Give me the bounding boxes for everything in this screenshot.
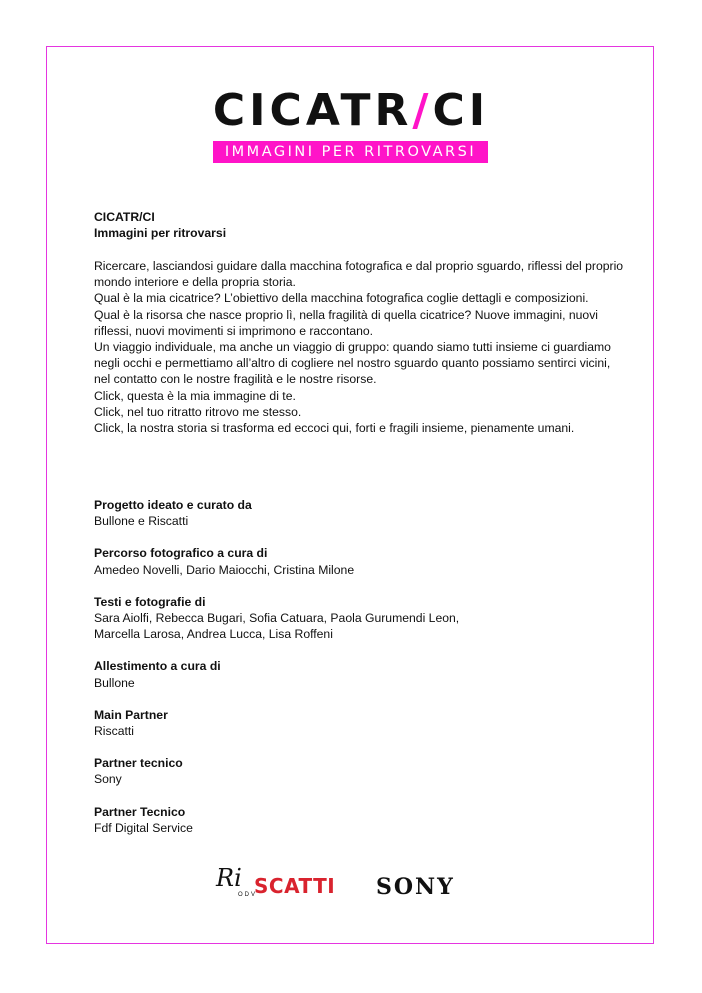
intro-paragraph: Ricercare, lasciandosi guidare dalla macchina fotografica e dal proprio sguardo, riflessi del proprio mondo interiore e della propria storia. <box>94 259 624 290</box>
credit-value-line2: Marcella Larosa, Andrea Lucca, Lisa Roffeni <box>94 627 333 642</box>
credit-value: Sara Aiolfi, Rebecca Bugari, Sofia Catuara, Paola Gurumendi Leon, <box>94 611 460 626</box>
sony-logo: SONY <box>376 874 455 900</box>
credit-value: Bullone <box>94 675 135 690</box>
exhibition-logo <box>0 86 702 136</box>
credit-value: Riscatti <box>94 724 134 739</box>
logo-text-part2: CI <box>432 85 490 136</box>
intro-paragraph: Qual è la risorsa che nasce proprio lì, nella fragilità di quella cicatrice? Nuove immagini, nuovi riflessi, nuovi movimenti si imprimono e raccontano. <box>94 307 598 338</box>
logo-tagline: IMMAGINI PER RITROVARSI <box>213 141 488 163</box>
document-subtitle: Immagini per ritrovarsi <box>94 226 227 241</box>
credit-value: Fdf Digital Service <box>94 820 193 835</box>
document-heading <box>94 209 624 241</box>
document-title: CICATR/CI <box>94 210 155 224</box>
credit-label: Progetto ideato e curato da <box>94 498 252 512</box>
credit-value: Sony <box>94 772 122 787</box>
riscatti-logo-script: Ri <box>216 864 242 892</box>
credit-item <box>94 707 614 739</box>
partner-logos <box>210 862 500 902</box>
intro-text <box>94 258 624 436</box>
intro-paragraph: Qual è la mia cicatrice? L’obiettivo della macchina fotografica coglie dettagli e composizioni. <box>94 291 589 306</box>
credit-item <box>94 658 614 690</box>
credit-label: Percorso fotografico a cura di <box>94 546 268 561</box>
credit-item <box>94 804 614 836</box>
credit-item <box>94 755 614 787</box>
intro-paragraph: Click, la nostra storia si trasforma ed eccoci qui, forti e fragili insieme, pienamente umani. <box>94 421 575 436</box>
credit-item <box>94 497 614 529</box>
credits-list <box>94 497 614 852</box>
credit-item <box>94 545 614 577</box>
credit-label: Partner tecnico <box>94 756 183 771</box>
logo-slash: / <box>412 85 433 136</box>
credit-label: Testi e fotografie di <box>94 594 206 609</box>
intro-paragraph: Un viaggio individuale, ma anche un viaggio di gruppo: quando siamo tutti insieme ci guardiamo negli occhi e permettiamo all’altro di cogliere nel nostro sguardo quanto possiamo sentirci vicini, nel contatto con le nostre fragilità e le nostre risorse. <box>94 340 611 387</box>
credit-label: Allestimento a cura di <box>94 659 221 674</box>
riscatti-logo-wordmark: SCATTI <box>254 874 336 898</box>
intro-paragraph: Click, nel tuo ritratto ritrovo me stesso. <box>94 404 302 419</box>
logo-text-part1: CICATR <box>212 85 413 136</box>
riscatti-logo <box>210 862 350 902</box>
credit-label: Partner Tecnico <box>94 804 186 819</box>
credit-value: Bullone e Riscatti <box>94 514 189 529</box>
riscatti-logo-odv: ODV <box>238 892 258 898</box>
intro-paragraph: Click, questa è la mia immagine di te. <box>94 388 296 403</box>
credit-label: Main Partner <box>94 707 168 722</box>
credit-item <box>94 594 614 643</box>
credit-value: Amedeo Novelli, Dario Maiocchi, Cristina Milone <box>94 562 355 577</box>
